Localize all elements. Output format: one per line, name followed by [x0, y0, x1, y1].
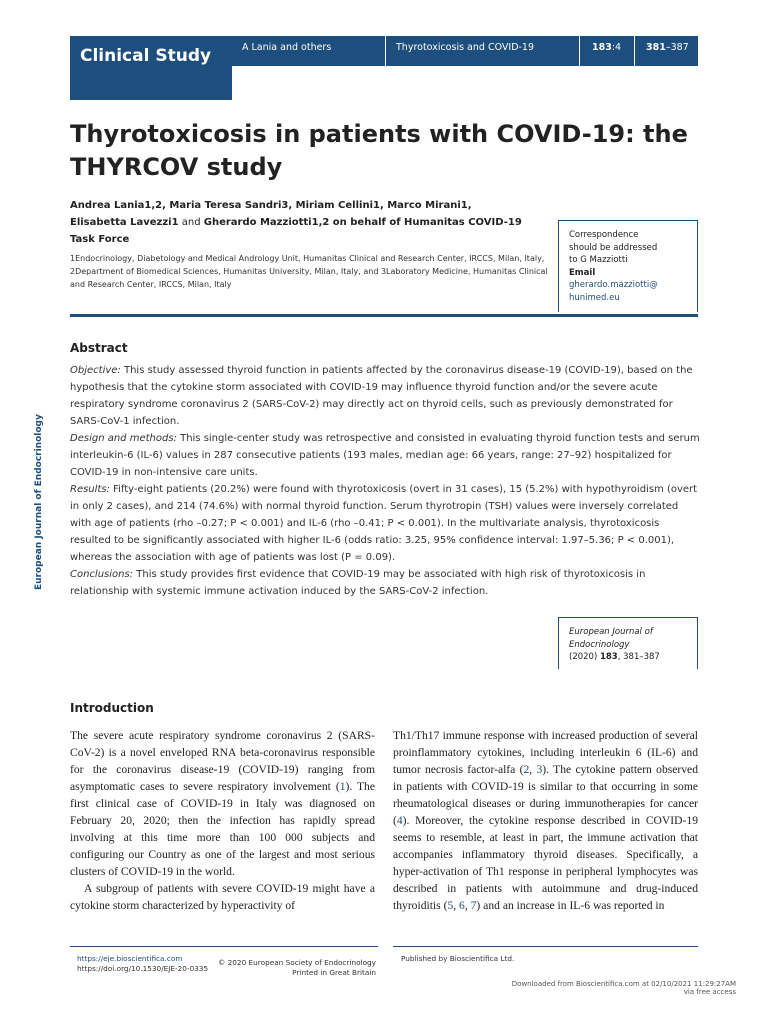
objective-label: Objective: [70, 365, 121, 376]
intro-r-text: ). The cytokine pattern observed in patients with COVID-19 is similar to that occurring in some rheumatological diseases or during immunotherapies for cancer ( [393, 763, 699, 827]
intro-p1-text: The severe acute respiratory syndrome coronavirus 2 (SARS-CoV-2) is a novel enveloped RNA beta-coronavirus responsible for the coronavirus disease-19 (COVID-19) ranging from asymptomatic cases to severe respiratory involvement ( [70, 729, 375, 793]
abstract-heading: Abstract [70, 341, 128, 355]
citation-link[interactable]: 6 [459, 899, 465, 912]
design-label: Design and methods: [70, 433, 177, 444]
footer-rule-right [393, 946, 698, 947]
citation-link[interactable]: 2 [523, 763, 530, 776]
corr-line-1: Correspondence [569, 230, 639, 240]
printed-text: Printed in Great Britain [292, 968, 376, 977]
citation-link[interactable]: 7 [470, 899, 477, 912]
page-end: –387 [665, 42, 689, 53]
copyright-text: © 2020 European Society of Endocrinology [218, 958, 376, 967]
correspondence-box [558, 220, 698, 312]
objective-text: This study assessed thyroid function in patients affected by the coronavirus disease-19 (COVID-19), based on the hypothesis that the cytokine storm associated with COVID-19 may influence thyroid function and/or the severe acute respiratory syndrome coronavirus 2 (SARS-CoV-2) may directly act on thyroid cells, such as previously demonstrated for SARS-CoV-1 infection. [70, 365, 693, 427]
journal-year: (2020) [569, 652, 600, 662]
article-title: Thyrotoxicosis in patients with COVID-19: the THYRCOV study [70, 120, 688, 181]
abstract-results [70, 481, 700, 566]
intro-paragraph-1 [70, 727, 375, 880]
journal-name-2: Endocrinology [569, 639, 630, 650]
footer-links [77, 954, 208, 974]
citation-separator: , [529, 763, 537, 776]
authors-line-1: Andrea Lania1,2, Maria Teresa Sandri3, Miriam Cellini1, Marco Mirani1, [70, 200, 472, 211]
journal-sidebar-label: European Journal of Endocrinology [34, 414, 44, 590]
abstract-conclusions [70, 566, 700, 600]
header-rule [70, 314, 698, 317]
introduction-heading: Introduction [70, 701, 154, 715]
abstract-body [70, 362, 700, 600]
download-stamp [470, 980, 736, 996]
running-topic: Thyrotoxicosis and COVID-19 [396, 42, 535, 53]
journal-pages: , 381–387 [617, 652, 660, 662]
authors-line-2 [70, 214, 540, 231]
results-text: Fifty-eight patients (20.2%) were found with thyrotoxicosis (overt in 31 cases), 15 (5.2%) with hypothyroidism (overt in only 2 cases), and 214 (74.6%) with normal thyroid function. Serum thyrotropin (TSH) values were inversely correlated with age of patients (rho –0.27; P < 0.001) and IL-6 (rho –0.41; P < 0.001). In the multivariate analysis, thyrotoxicosis resulted to be significantly associated with higher IL-6 (odds ratio: 3.25, 95% confidence interval: 1.97–5.36; P < 0.001), whereas the association with age of patients was lost (P = 0.09). [70, 484, 698, 563]
intro-p1-text: ). The first clinical case of COVID-19 in Italy was diagnosed on February 20, 2020; then the infection has rapidly spread involving at this time more than 100 000 subjects and configuring our Country as one of the largest and most serious clusters of COVID-19 in the world. [70, 780, 375, 878]
affiliations: 1Endocrinology, Diabetology and Medical Andrology Unit, Humanitas Clinical and Research Center, IRCCS, Milan, Italy, 2Department of Biomedical Sciences, Humanitas University, Milan, Italy, and 3Laboratory Medicine, Humanitas Clinical and Research Center, IRCCS, Milan, Italy [70, 254, 548, 289]
author-mazziotti: Gherardo Mazziotti1,2 on behalf of Humanitas COVID-19 [203, 217, 522, 228]
header-divider [579, 36, 580, 66]
section-label: Clinical Study [80, 46, 212, 66]
volume-issue [592, 42, 621, 53]
authors-and: and [178, 217, 204, 228]
running-header [232, 36, 698, 66]
access-text: via free access [683, 988, 736, 996]
citation-link[interactable]: 1 [339, 780, 346, 793]
journal-name-1: European Journal of [569, 627, 653, 637]
footer-rule-left [70, 946, 378, 947]
header-divider [385, 36, 386, 66]
running-authors: A Lania and others [242, 42, 332, 53]
corr-line-2: should be addressed [569, 242, 658, 253]
section-label-block [70, 36, 232, 100]
corr-line-3: to G Mazziotti [569, 255, 628, 265]
doi-link[interactable]: https://doi.org/10.1530/EJE-20-0335 [77, 964, 209, 973]
journal-citation-box [558, 617, 698, 669]
citation-link[interactable]: 5 [447, 899, 454, 912]
issue: :4 [611, 42, 622, 53]
authors-line-3: Task Force [70, 234, 130, 245]
results-label: Results: [70, 484, 110, 495]
publisher-text: Published by Bioscientifica Ltd. [401, 954, 515, 963]
intro-paragraph-2: A subgroup of patients with severe COVID-19 might have a cytokine storm characterized by hyperactivity of [70, 882, 375, 912]
intro-r-text: ) and an increase in IL-6 was reported in [476, 899, 665, 912]
intro-r-text: ). Moreover, the cytokine response described in COVID-19 seems to resemble, at least in part, the immune activation that accompanies inflammatory thyroid diseases. Specifically, a hyper-activation of Th1 response in peripheral lymphocytes was described in patients with autoimmune and drug-induced thyroiditis ( [393, 814, 698, 912]
footer-copyright [210, 958, 376, 978]
design-text: This single-center study was retrospective and consisted in evaluating thyroid function tests and serum interleukin-6 (IL-6) values in 287 consecutive patients (193 males, median age: 66 years, range: 27–92) hospitalized for COVID-19 in non-intensive care units. [70, 433, 700, 478]
intro-r-text: Th1/Th17 immune response with increased production of several proinflammatory cytokines, including interleukin 6 (IL-6) and tumor necrosis factor-alfa ( [393, 729, 698, 776]
header-divider [634, 36, 635, 66]
email-link-1[interactable]: gherardo.mazziotti@ [569, 280, 658, 290]
page-range [646, 42, 689, 53]
journal-citation [569, 651, 687, 664]
volume: 183 [592, 42, 612, 53]
downloaded-text: Downloaded from Bioscientifica.com at 02/10/2021 11:29:27AM [511, 980, 736, 988]
abstract-objective [70, 362, 700, 430]
conclusions-text: This study provides first evidence that COVID-19 may be associated with high risk of thyrotoxicosis in relationship with systemic immune activation induced by the SARS-CoV-2 infection. [70, 569, 646, 597]
author-lavezzi: Elisabetta Lavezzi1 [70, 217, 179, 228]
citation-link[interactable]: 4 [396, 814, 403, 827]
email-link-2[interactable]: hunimed.eu [569, 292, 620, 303]
email-label: Email [569, 267, 596, 278]
journal-volume: 183 [599, 652, 618, 662]
intro-right-column [393, 727, 698, 914]
page-start: 381 [646, 42, 666, 53]
journal-url-link[interactable]: https://eje.bioscientifica.com [77, 954, 183, 963]
citation-separator: , [464, 899, 471, 912]
abstract-design [70, 430, 700, 481]
author-list [70, 197, 540, 248]
conclusions-label: Conclusions: [70, 569, 134, 580]
citation-separator: , [453, 899, 460, 912]
intro-paragraph-right [393, 727, 698, 914]
intro-left-column [70, 727, 375, 914]
citation-link[interactable]: 3 [536, 763, 543, 776]
